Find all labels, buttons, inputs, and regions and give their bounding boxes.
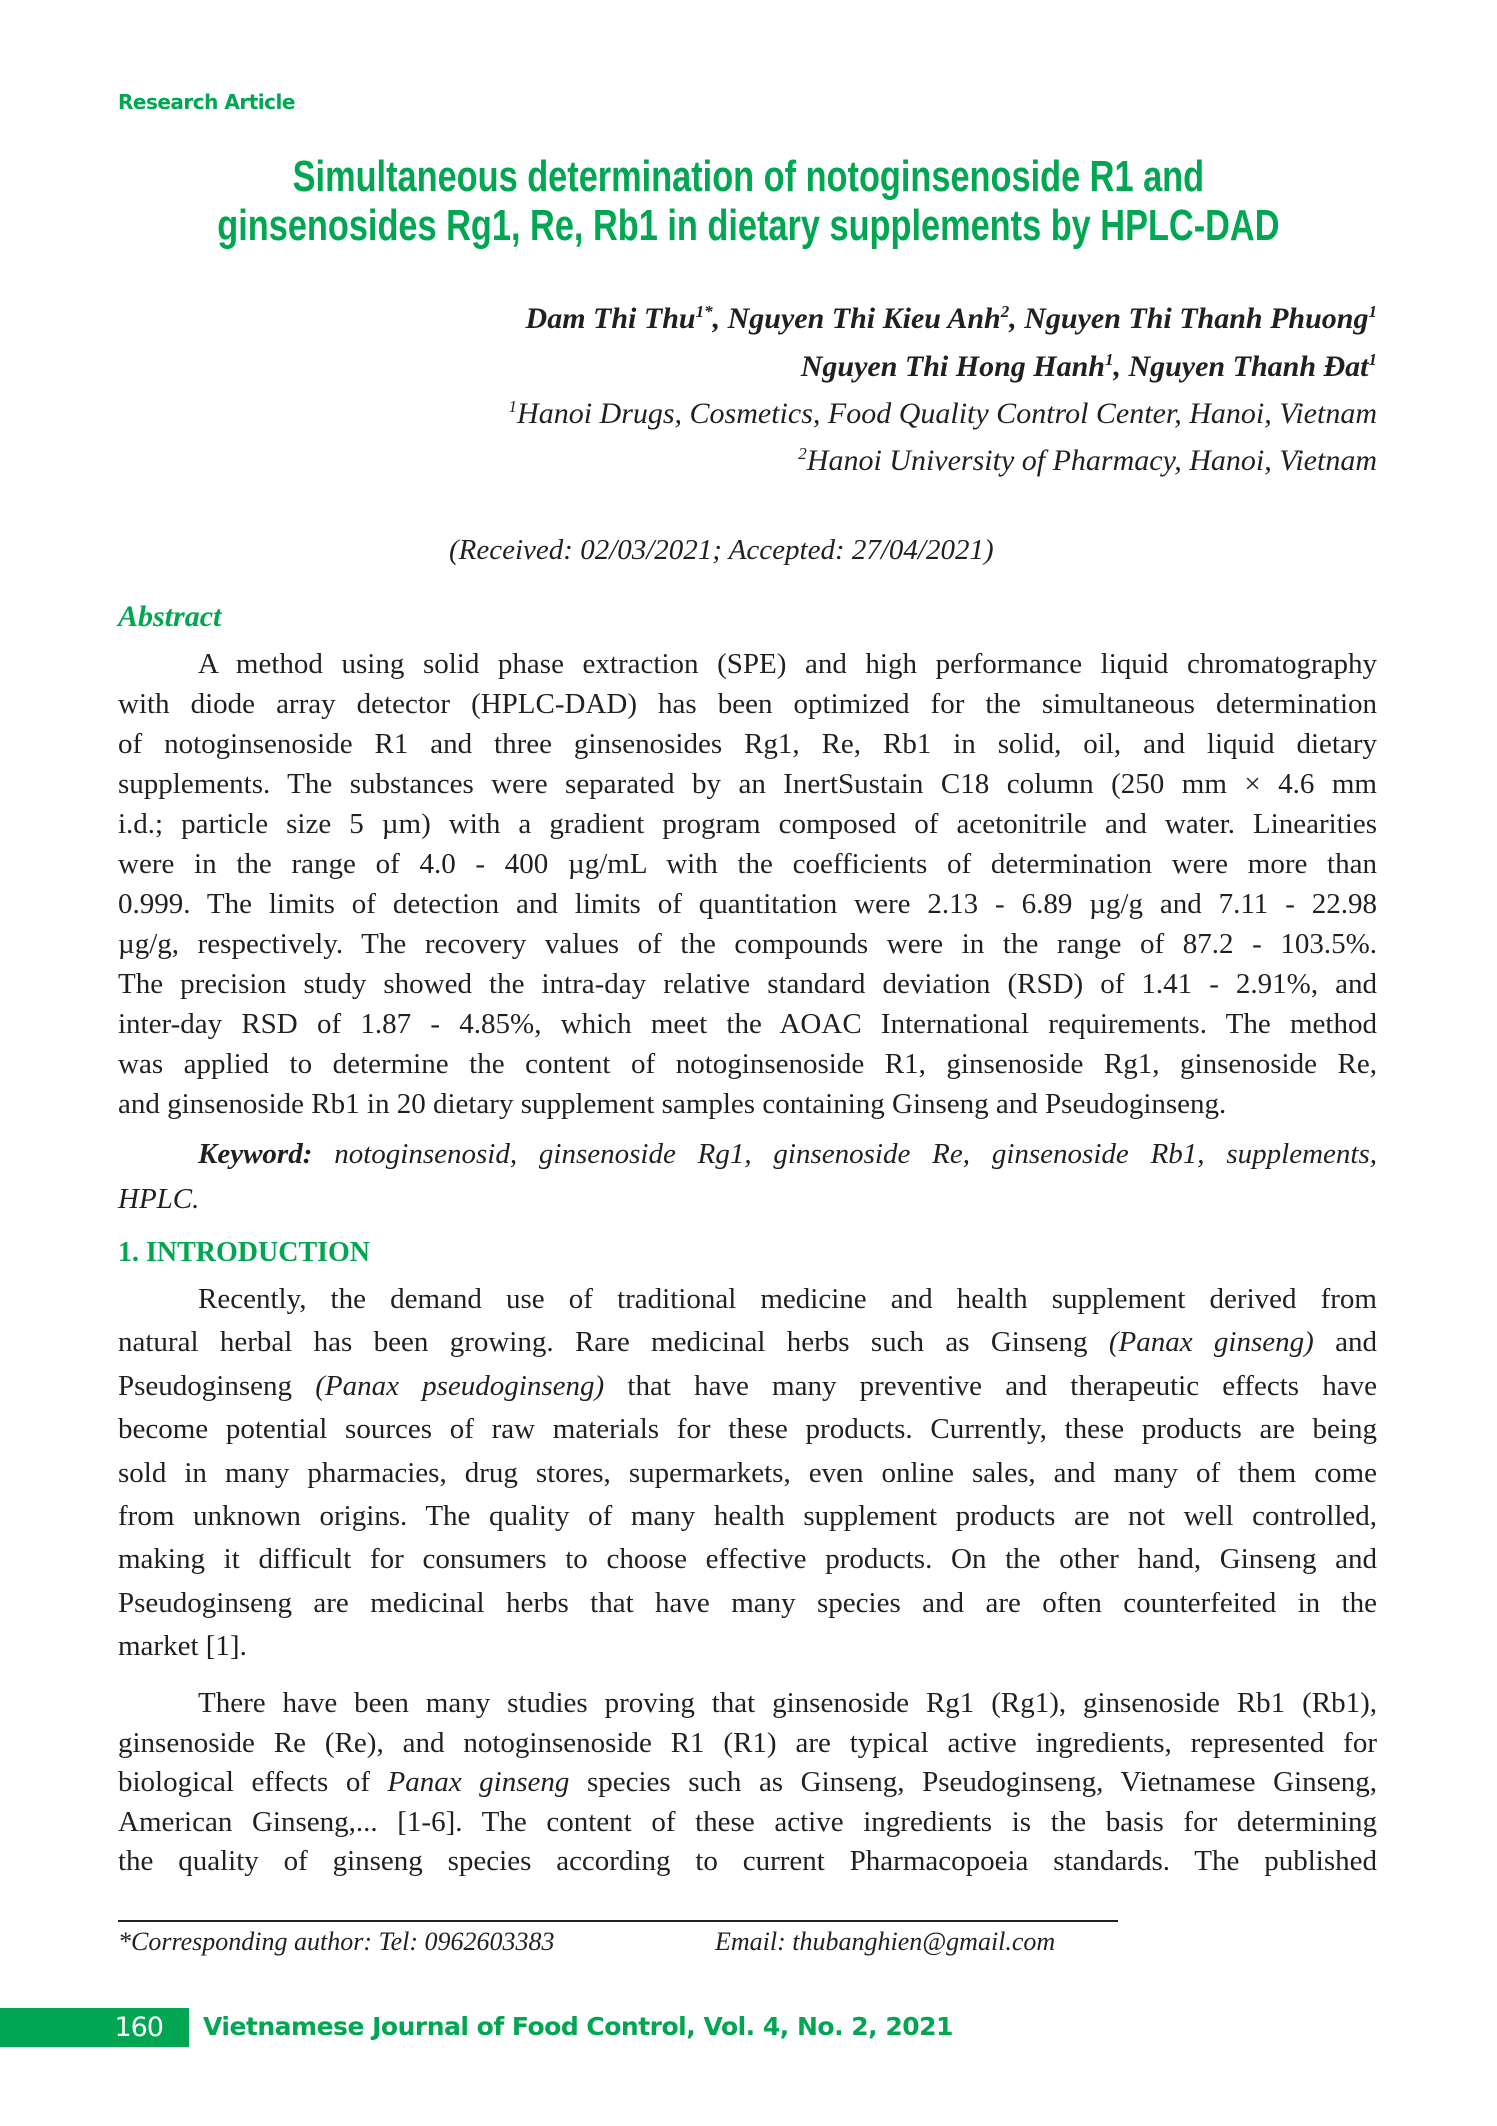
italic-text: (Panax pseudoginseng)	[315, 1369, 605, 1402]
affiliation-2-sup: 2	[798, 444, 807, 463]
corresponding-author: *Corresponding author: Tel: 0962603383	[118, 1927, 555, 1956]
abstract-line: supplements. The substances were separated by an InertSustain C18 column (250 mm × 4.6 mm	[118, 768, 1377, 800]
introduction-line	[118, 1456, 1377, 1489]
abstract-line: i.d.; particle size 5 µm) with a gradient program composed of acetonitrile and water. Linearities	[118, 808, 1377, 840]
affiliation-2-text: Hanoi University of Pharmacy, Hanoi, Vietnam	[806, 444, 1377, 477]
keywords-line-2: HPLC.	[118, 1183, 200, 1215]
author-name: Dam Thi Thu	[525, 302, 696, 335]
abstract-line: with diode array detector (HPLC-DAD) has been optimized for the simultaneous determination	[118, 688, 1377, 720]
text: American Ginseng,... [1-6]. The content of these active ingredients is the basis for determining	[118, 1805, 1377, 1838]
introduction-line	[118, 1805, 1377, 1838]
keywords-line-1	[198, 1140, 1377, 1169]
received-accepted-dates: (Received: 02/03/2021; Accepted: 27/04/2021)	[449, 534, 994, 566]
authors-line-2: Nguyen Thi Hong Hanh$^1$, Nguyen Thanh Đat$^1$	[800, 350, 1377, 383]
author-affiliation-sup: 1	[1368, 350, 1377, 369]
introduction-line	[118, 1632, 1377, 1661]
abstract-line: A method using solid phase extraction (SPE) and high performance liquid chromatography	[198, 648, 1377, 680]
title-line-1: Simultaneous determination of notoginsenoside R1 and	[292, 152, 1205, 201]
text: ginsenoside Re (Re), and notoginsenoside R1 (R1) are typical active ingredients, represented for	[118, 1726, 1377, 1759]
authors-line-1: Dam Thi Thu$^{1*}$, Nguyen Thi Kieu Anh$^2$, Nguyen Thi Thanh Phuong$^1$	[525, 302, 1377, 335]
introduction-line	[118, 1586, 1377, 1619]
introduction-line	[118, 1847, 1377, 1876]
text: Pseudoginseng are medicinal herbs that have many species and are often counterfeited in the	[118, 1586, 1377, 1619]
affiliation-2	[798, 444, 1377, 478]
text: sold in many pharmacies, drug stores, supermarkets, even online sales, and many of them come	[118, 1456, 1377, 1489]
text: that have many preventive and therapeutic effects have	[604, 1369, 1377, 1402]
author-affiliation-sup: 2	[1000, 302, 1010, 321]
abstract-line: was applied to determine the content of notoginsenoside R1, ginsenoside Rg1, ginsenoside Re,	[118, 1048, 1377, 1080]
title-line-2: ginsenosides Rg1, Re, Rb1 in dietary supplements by HPLC-DAD	[217, 201, 1280, 250]
text: become potential sources of raw materials for these products. Currently, these products are being	[118, 1413, 1377, 1446]
affiliation-1-text: Hanoi Drugs, Cosmetics, Food Quality Control Center, Hanoi, Vietnam	[517, 397, 1377, 430]
author-name: Nguyen Thi Thanh Phuong	[1024, 302, 1369, 335]
introduction-heading: 1. INTRODUCTION	[118, 1237, 371, 1268]
author-affiliation-sup: 1	[1104, 350, 1114, 369]
introduction-line	[198, 1689, 1377, 1718]
abstract-line: inter-day RSD of 1.87 - 4.85%, which meet the AOAC International requirements. The method	[118, 1008, 1377, 1040]
text: Recently, the demand use of traditional medicine and health supplement derived from	[198, 1283, 1377, 1315]
text: market [1].	[118, 1630, 247, 1663]
abstract-heading: Abstract	[118, 600, 222, 633]
introduction-line	[118, 1415, 1377, 1444]
page-number: 160	[114, 2012, 163, 2043]
author-name: Nguyen Thanh Đat	[1128, 350, 1369, 383]
introduction-line	[118, 1369, 1377, 1402]
keywords-label: Keyword:	[198, 1138, 313, 1170]
abstract-line: The precision study showed the intra-day relative standard deviation (RSD) of 1.41 - 2.91%, and	[118, 968, 1377, 1000]
introduction-line	[198, 1285, 1377, 1314]
italic-text: Panax ginseng	[387, 1766, 570, 1798]
author-affiliation-sup: 1	[1368, 302, 1377, 321]
abstract-line: 0.999. The limits of detection and limits of quantitation were 2.13 - 6.89 µg/g and 7.11 - 22.98	[118, 888, 1377, 920]
text: and	[1313, 1326, 1377, 1359]
introduction-line	[118, 1545, 1377, 1574]
text: biological effects of	[118, 1766, 388, 1798]
keywords-list: notoginsenosid, ginsenoside Rg1, ginsenoside Re, ginsenoside Rb1, supplements,	[334, 1138, 1377, 1170]
italic-text: (Panax ginseng)	[1108, 1326, 1314, 1359]
affiliation-1-sup: 1	[508, 397, 518, 416]
text: Pseudoginseng	[118, 1369, 316, 1402]
introduction-line	[118, 1726, 1377, 1759]
article-type-label: Research Article	[118, 90, 295, 114]
author-name: Nguyen Thi Kieu Anh	[727, 302, 1001, 335]
footnote-rule	[118, 1920, 1118, 1922]
text: the quality of ginseng species according to current Pharmacopoeia standards. The published	[118, 1845, 1377, 1877]
author-name: Nguyen Thi Hong Hanh	[800, 350, 1105, 383]
text: from unknown origins. The quality of many health supplement products are not well controlled,	[118, 1500, 1377, 1532]
abstract-line: µg/g, respectively. The recovery values of the compounds were in the range of 87.2 - 103.5%.	[118, 928, 1377, 960]
page-number-band	[0, 2008, 189, 2047]
abstract-line: of notoginsenoside R1 and three ginsenosides Rg1, Re, Rb1 in solid, oil, and liquid dietary	[118, 728, 1377, 760]
corresponding-email: Email: thubanghien@gmail.com	[715, 1927, 1056, 1956]
text: natural herbal has been growing. Rare medicinal herbs such as Ginseng	[118, 1326, 1109, 1359]
affiliation-1	[509, 397, 1377, 431]
journal-citation: Vietnamese Journal of Food Control, Vol. 4, No. 2, 2021	[203, 2012, 953, 2041]
introduction-line	[118, 1768, 1377, 1797]
introduction-line	[118, 1502, 1377, 1531]
text: making it difficult for consumers to choose effective products. On the other hand, Ginseng and	[118, 1543, 1377, 1576]
author-affiliation-sup: 1*	[695, 302, 713, 321]
text: There have been many studies proving that ginsenoside Rg1 (Rg1), ginsenoside Rb1 (Rb1),	[198, 1687, 1377, 1719]
text: species such as Ginseng, Pseudoginseng, Vietnamese Ginseng,	[569, 1766, 1377, 1798]
abstract-line: and ginsenoside Rb1 in 20 dietary supplement samples containing Ginseng and Pseudoginseng.	[118, 1088, 1227, 1120]
introduction-line	[118, 1328, 1377, 1357]
abstract-line: were in the range of 4.0 - 400 µg/mL with the coefficients of determination were more than	[118, 848, 1377, 880]
